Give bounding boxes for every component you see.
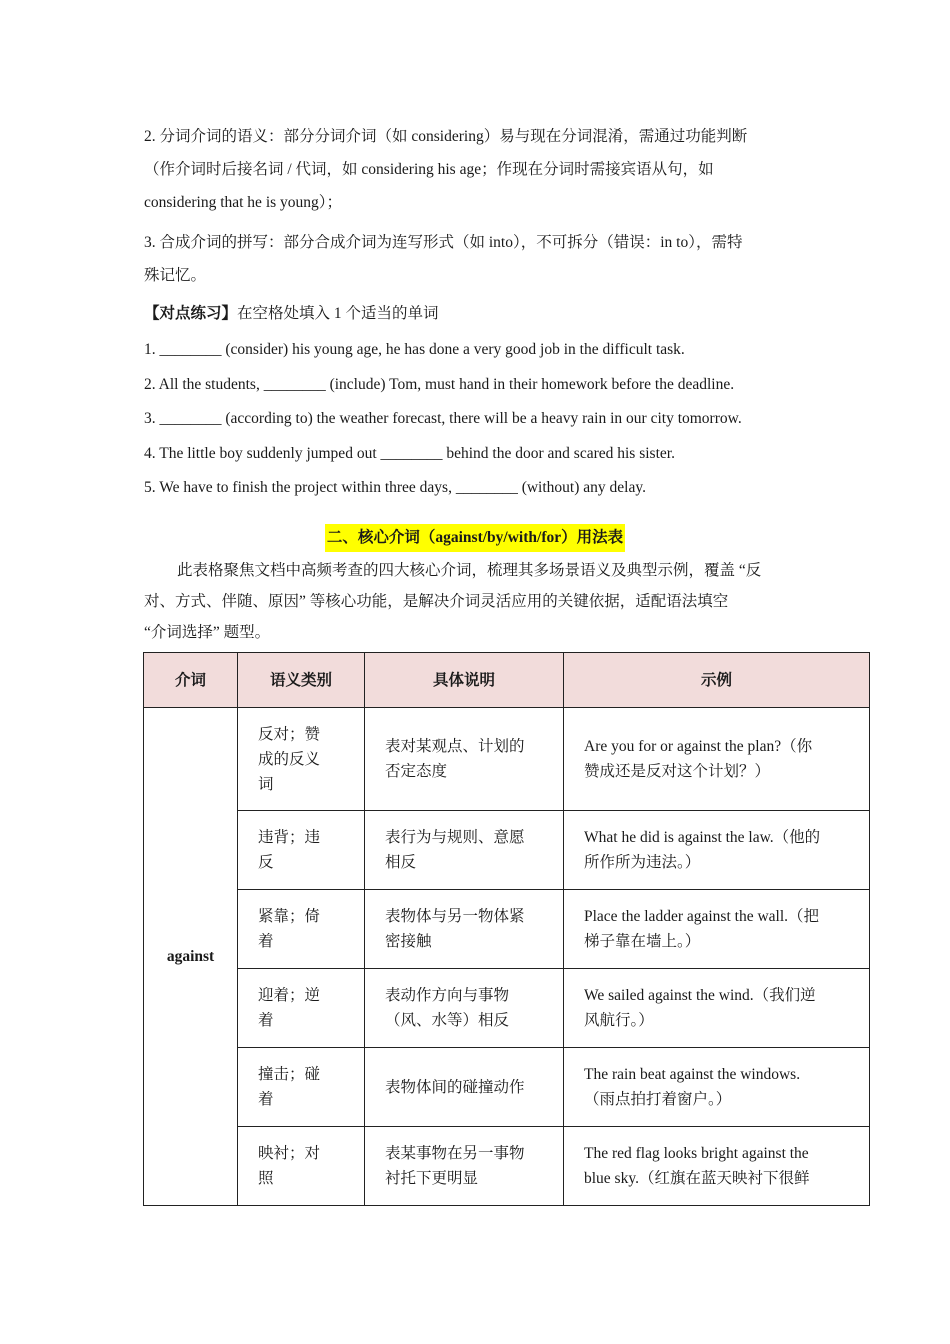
cell-line: 着 xyxy=(258,933,274,950)
cell-line: 相反 xyxy=(385,854,417,871)
cell-line: （风、水等）相反 xyxy=(385,1012,510,1029)
exercise-item: 4. The little boy suddenly jumped out ________ behind the door and scared his sister. xyxy=(144,444,675,462)
intro-line: “介词选择” 题型。 xyxy=(144,624,271,641)
table-row xyxy=(144,811,870,890)
header-example: 示例 xyxy=(564,653,870,708)
table-row xyxy=(144,1048,870,1127)
description-cell xyxy=(365,708,564,811)
semantic-cell xyxy=(238,890,365,969)
intro-line: 对、方式、伴随、原因” 等核心功能，是解决介词灵活应用的关键依据，适配语法填空 xyxy=(144,593,729,610)
cell-line: 着 xyxy=(258,1012,274,1029)
exercise-item: 2. All the students, ________ (include) Tom, must hand in their homework before the deadline. xyxy=(144,375,735,393)
header-preposition: 介词 xyxy=(144,653,238,708)
table-row xyxy=(144,969,870,1048)
note-2-line: （作介词时后接名词 / 代词，如 considering his age；作现在分词时需接宾语从句，如 xyxy=(144,161,714,178)
cell-line: 反对；赞 xyxy=(258,725,321,743)
semantic-cell xyxy=(238,1048,365,1127)
example-cell xyxy=(564,1048,870,1127)
note-2-line: 2. 分词介词的语义：部分分词介词（如 considering）易与现在分词混淆，需通过功能判断 xyxy=(144,128,748,145)
cell-line: 反 xyxy=(258,854,274,871)
cell-line: The rain beat against the windows. xyxy=(584,1066,801,1083)
intro-line: 此表格聚焦文档中高频考查的四大核心介词，梳理其多场景语义及典型示例，覆盖 “反 xyxy=(177,562,762,579)
semantic-cell xyxy=(238,811,365,890)
example-cell xyxy=(564,969,870,1048)
section-title: 二、核心介词（against/by/with/for）用法表 xyxy=(325,524,625,552)
cell-line: What he did is against the law.（他的 xyxy=(584,829,821,846)
cell-line: 所作所为违法。） xyxy=(584,854,701,871)
cell-line: 表物体与另一物体紧 xyxy=(385,908,525,925)
example-cell xyxy=(564,890,870,969)
header-semantic-category: 语义类别 xyxy=(238,653,365,708)
cell-line: 撞击；碰 xyxy=(258,1066,321,1083)
cell-line: blue sky.（红旗在蓝天映衬下很鲜 xyxy=(584,1170,810,1187)
example-cell xyxy=(564,811,870,890)
note-3-line: 3. 合成介词的拼写：部分合成介词为连写形式（如 into），不可拆分（错误：in to），需特 xyxy=(144,234,743,251)
description-cell xyxy=(365,1048,564,1127)
cell-line: 表动作方向与事物 xyxy=(385,987,510,1004)
table-row xyxy=(144,1127,870,1206)
note-3 xyxy=(144,226,824,292)
description-cell xyxy=(365,1127,564,1206)
cell-line: 成的反义 xyxy=(258,750,321,768)
note-2 xyxy=(144,120,824,219)
cell-line: 紧靠；倚 xyxy=(258,908,321,925)
cell-line: 衬托下更明显 xyxy=(385,1170,479,1187)
table-row xyxy=(144,890,870,969)
exercise-heading-instruction: 在空格处填入 1 个适当的单词 xyxy=(237,305,439,322)
semantic-cell xyxy=(238,708,365,811)
table-row xyxy=(144,708,870,811)
cell-line: 着 xyxy=(258,1091,274,1108)
example-cell xyxy=(564,708,870,811)
cell-line: 梯子靠在墙上。） xyxy=(584,933,701,950)
description-cell xyxy=(365,890,564,969)
cell-line: 表对某观点、计划的 xyxy=(385,738,525,755)
cell-line: 迎着；逆 xyxy=(258,987,321,1004)
cell-line: Place the ladder against the wall.（把 xyxy=(584,908,820,925)
exercise-item: 5. We have to finish the project within three days, ________ (without) any delay. xyxy=(144,479,646,496)
cell-line: 词 xyxy=(258,775,274,793)
cell-line: 赞成还是反对这个计划？） xyxy=(584,763,771,780)
preposition-cell: against xyxy=(144,708,238,1206)
cell-line: 密接触 xyxy=(385,933,432,950)
cell-line: 表物体间的碰撞动作 xyxy=(385,1078,525,1096)
note-3-line: 殊记忆。 xyxy=(144,267,207,284)
usage-table xyxy=(143,652,870,1206)
semantic-cell xyxy=(238,969,365,1048)
cell-line: 映衬；对 xyxy=(258,1145,321,1162)
exercise-item: 1. ________ (consider) his young age, he has done a very good job in the difficult task. xyxy=(144,341,685,358)
note-2-line: considering that he is young）； xyxy=(144,194,343,211)
cell-line: （雨点拍打着窗户。） xyxy=(584,1091,732,1108)
section-title-row xyxy=(0,524,950,552)
description-cell xyxy=(365,811,564,890)
cell-line: 表某事物在另一事物 xyxy=(385,1145,525,1162)
exercise-item: 3. ________ (according to) the weather forecast, there will be a heavy rain in our city tomorrow. xyxy=(144,410,742,427)
table-header-row xyxy=(144,653,870,708)
exercise-list xyxy=(144,333,824,506)
exercise-heading-label: 【对点练习】 xyxy=(144,305,238,322)
header-description: 具体说明 xyxy=(365,653,564,708)
cell-line: 违背；违 xyxy=(258,829,321,846)
cell-line: 照 xyxy=(258,1170,274,1187)
example-cell xyxy=(564,1127,870,1206)
description-cell xyxy=(365,969,564,1048)
cell-line: We sailed against the wind.（我们逆 xyxy=(584,987,816,1004)
exercise-heading xyxy=(144,298,824,331)
cell-line: The red flag looks bright against the xyxy=(584,1145,809,1162)
semantic-cell xyxy=(238,1127,365,1206)
cell-line: 表行为与规则、意愿 xyxy=(385,829,525,846)
cell-line: 否定态度 xyxy=(385,763,448,780)
cell-line: Are you for or against the plan?（你 xyxy=(584,738,813,755)
section-intro xyxy=(144,555,834,648)
cell-line: 风航行。） xyxy=(584,1012,654,1029)
